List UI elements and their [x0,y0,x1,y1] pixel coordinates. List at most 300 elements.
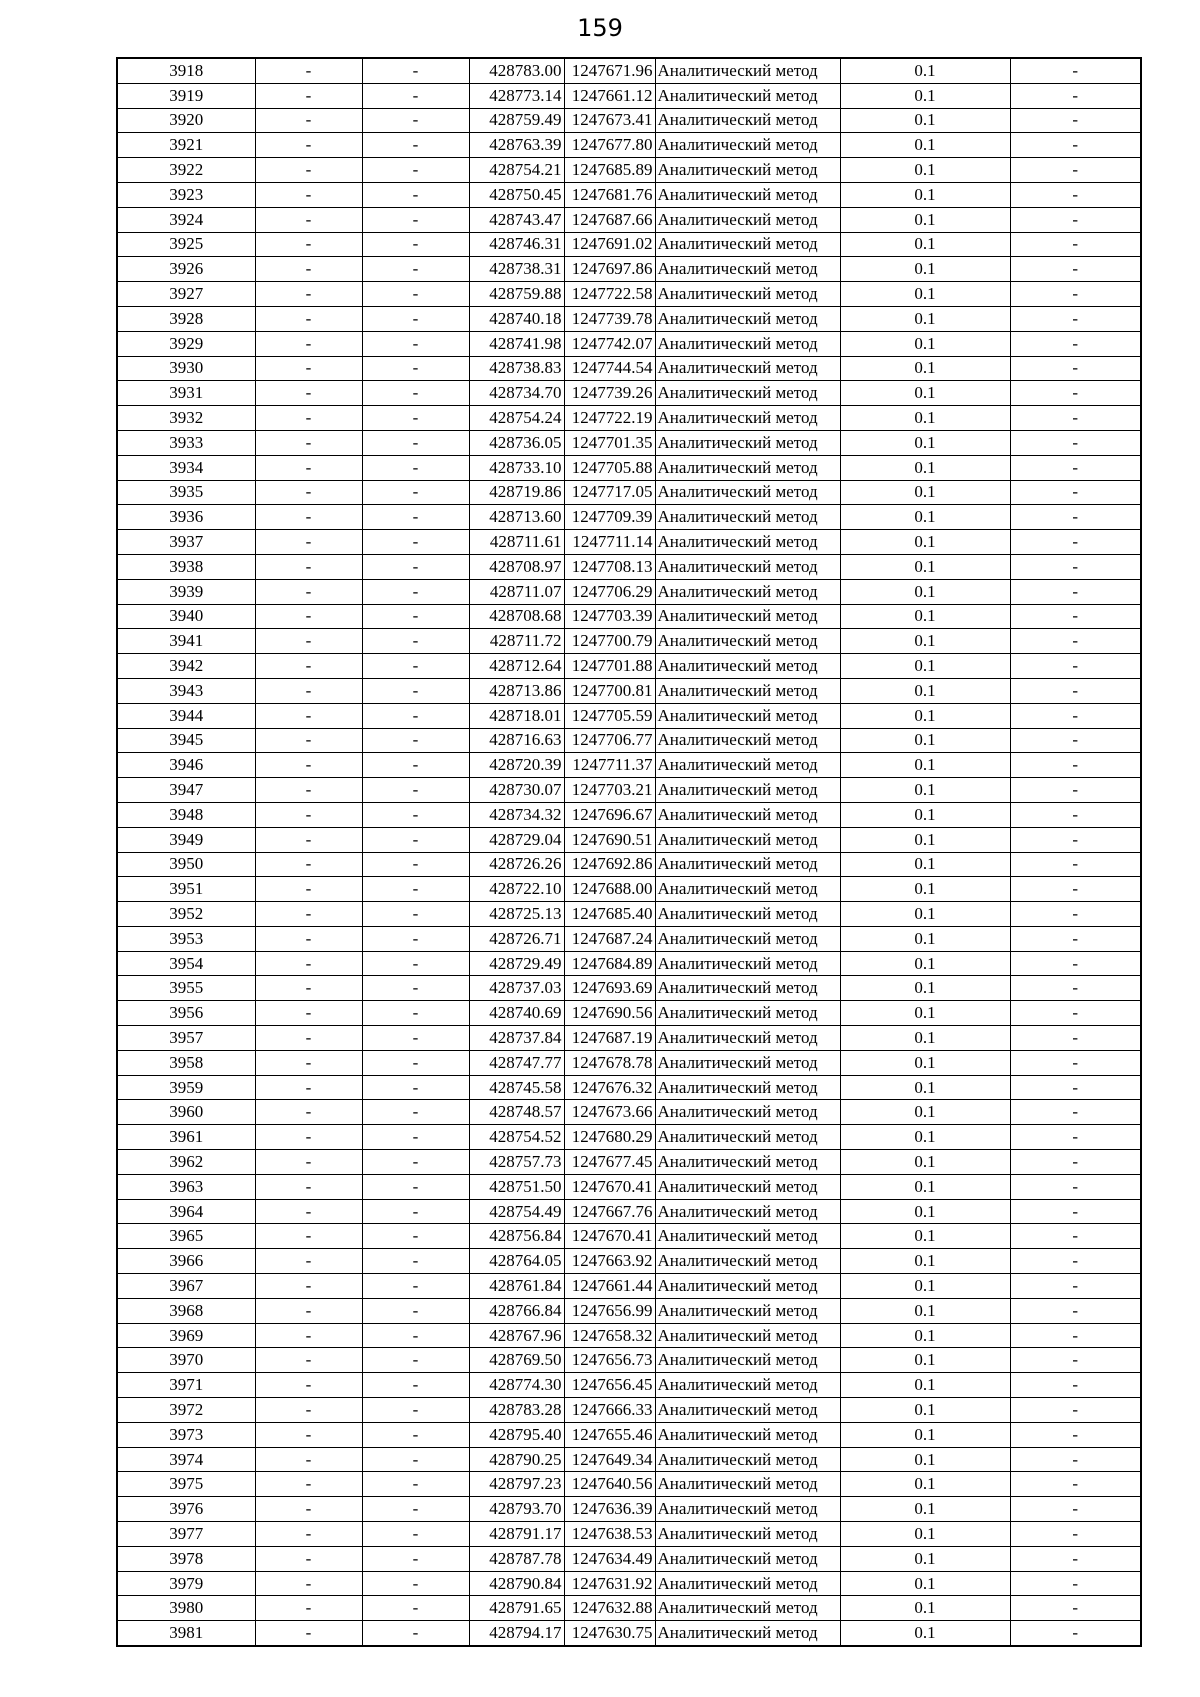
table-row [117,306,1141,331]
point-number-cell: 3969 [117,1323,255,1348]
y-coordinate-cell: 1247687.66 [564,207,655,232]
y-coordinate-cell: 1247739.78 [564,306,655,331]
table-row [117,1174,1141,1199]
accuracy-cell: 0.1 [840,306,1010,331]
dash-cell-1: - [255,1150,362,1175]
x-coordinate-cell: 428769.50 [469,1348,564,1373]
dash-cell-2: - [362,604,469,629]
method-cell: Аналитический метод [655,554,840,579]
accuracy-cell: 0.1 [840,902,1010,927]
dash-cell-3: - [1010,232,1141,257]
dash-cell-1: - [255,629,362,654]
x-coordinate-cell: 428720.39 [469,753,564,778]
table-row [117,108,1141,133]
dash-cell-2: - [362,1422,469,1447]
point-number-cell: 3977 [117,1522,255,1547]
x-coordinate-cell: 428794.17 [469,1621,564,1646]
dash-cell-1: - [255,1323,362,1348]
table-row [117,232,1141,257]
dash-cell-3: - [1010,182,1141,207]
dash-cell-3: - [1010,282,1141,307]
method-cell: Аналитический метод [655,430,840,455]
y-coordinate-cell: 1247700.81 [564,678,655,703]
dash-cell-3: - [1010,430,1141,455]
x-coordinate-cell: 428791.65 [469,1596,564,1621]
dash-cell-2: - [362,1026,469,1051]
x-coordinate-cell: 428745.58 [469,1075,564,1100]
table-row [117,1373,1141,1398]
table-row [117,58,1141,83]
x-coordinate-cell: 428763.39 [469,133,564,158]
dash-cell-2: - [362,58,469,83]
accuracy-cell: 0.1 [840,505,1010,530]
y-coordinate-cell: 1247739.26 [564,381,655,406]
accuracy-cell: 0.1 [840,1571,1010,1596]
dash-cell-2: - [362,778,469,803]
dash-cell-1: - [255,207,362,232]
x-coordinate-cell: 428756.84 [469,1224,564,1249]
point-number-cell: 3929 [117,331,255,356]
y-coordinate-cell: 1247681.76 [564,182,655,207]
point-number-cell: 3970 [117,1348,255,1373]
table-row [117,1224,1141,1249]
x-coordinate-cell: 428761.84 [469,1274,564,1299]
point-number-cell: 3952 [117,902,255,927]
point-number-cell: 3947 [117,778,255,803]
point-number-cell: 3931 [117,381,255,406]
point-number-cell: 3956 [117,1001,255,1026]
x-coordinate-cell: 428754.52 [469,1125,564,1150]
dash-cell-3: - [1010,1174,1141,1199]
x-coordinate-cell: 428726.71 [469,926,564,951]
method-cell: Аналитический метод [655,753,840,778]
point-number-cell: 3963 [117,1174,255,1199]
y-coordinate-cell: 1247700.79 [564,629,655,654]
x-coordinate-cell: 428759.49 [469,108,564,133]
x-coordinate-cell: 428754.24 [469,406,564,431]
method-cell: Аналитический метод [655,976,840,1001]
point-number-cell: 3971 [117,1373,255,1398]
dash-cell-2: - [362,951,469,976]
x-coordinate-cell: 428783.00 [469,58,564,83]
dash-cell-2: - [362,158,469,183]
x-coordinate-cell: 428764.05 [469,1249,564,1274]
dash-cell-1: - [255,703,362,728]
accuracy-cell: 0.1 [840,182,1010,207]
accuracy-cell: 0.1 [840,852,1010,877]
dash-cell-2: - [362,306,469,331]
table-row [117,753,1141,778]
accuracy-cell: 0.1 [840,1001,1010,1026]
accuracy-cell: 0.1 [840,356,1010,381]
table-row [117,1596,1141,1621]
point-number-cell: 3966 [117,1249,255,1274]
dash-cell-1: - [255,1050,362,1075]
dash-cell-1: - [255,257,362,282]
method-cell: Аналитический метод [655,877,840,902]
dash-cell-3: - [1010,902,1141,927]
dash-cell-2: - [362,554,469,579]
dash-cell-2: - [362,430,469,455]
y-coordinate-cell: 1247677.80 [564,133,655,158]
dash-cell-1: - [255,406,362,431]
dash-cell-2: - [362,827,469,852]
dash-cell-1: - [255,1224,362,1249]
point-number-cell: 3918 [117,58,255,83]
accuracy-cell: 0.1 [840,257,1010,282]
table-row [117,83,1141,108]
y-coordinate-cell: 1247656.99 [564,1298,655,1323]
dash-cell-2: - [362,1472,469,1497]
dash-cell-1: - [255,852,362,877]
accuracy-cell: 0.1 [840,926,1010,951]
accuracy-cell: 0.1 [840,1249,1010,1274]
accuracy-cell: 0.1 [840,1125,1010,1150]
dash-cell-3: - [1010,1422,1141,1447]
dash-cell-2: - [362,926,469,951]
point-number-cell: 3957 [117,1026,255,1051]
dash-cell-3: - [1010,951,1141,976]
method-cell: Аналитический метод [655,902,840,927]
point-number-cell: 3973 [117,1422,255,1447]
dash-cell-3: - [1010,827,1141,852]
dash-cell-1: - [255,282,362,307]
dash-cell-3: - [1010,133,1141,158]
table-row [117,406,1141,431]
point-number-cell: 3968 [117,1298,255,1323]
dash-cell-3: - [1010,703,1141,728]
point-number-cell: 3939 [117,579,255,604]
dash-cell-2: - [362,1621,469,1646]
method-cell: Аналитический метод [655,802,840,827]
point-number-cell: 3940 [117,604,255,629]
method-cell: Аналитический метод [655,827,840,852]
y-coordinate-cell: 1247636.39 [564,1497,655,1522]
x-coordinate-cell: 428751.50 [469,1174,564,1199]
dash-cell-1: - [255,306,362,331]
x-coordinate-cell: 428791.17 [469,1522,564,1547]
y-coordinate-cell: 1247685.40 [564,902,655,927]
method-cell: Аналитический метод [655,1075,840,1100]
dash-cell-3: - [1010,604,1141,629]
y-coordinate-cell: 1247691.02 [564,232,655,257]
dash-cell-1: - [255,58,362,83]
dash-cell-3: - [1010,1323,1141,1348]
point-number-cell: 3934 [117,455,255,480]
accuracy-cell: 0.1 [840,678,1010,703]
table-row [117,1249,1141,1274]
dash-cell-3: - [1010,976,1141,1001]
dash-cell-1: - [255,108,362,133]
x-coordinate-cell: 428759.88 [469,282,564,307]
table-row [117,430,1141,455]
y-coordinate-cell: 1247711.14 [564,530,655,555]
table-row [117,182,1141,207]
dash-cell-2: - [362,1447,469,1472]
dash-cell-1: - [255,976,362,1001]
dash-cell-1: - [255,877,362,902]
dash-cell-3: - [1010,505,1141,530]
dash-cell-1: - [255,331,362,356]
accuracy-cell: 0.1 [840,1274,1010,1299]
accuracy-cell: 0.1 [840,554,1010,579]
accuracy-cell: 0.1 [840,1621,1010,1646]
method-cell: Аналитический метод [655,1150,840,1175]
y-coordinate-cell: 1247656.73 [564,1348,655,1373]
dash-cell-1: - [255,1249,362,1274]
x-coordinate-cell: 428711.61 [469,530,564,555]
dash-cell-3: - [1010,1050,1141,1075]
y-coordinate-cell: 1247697.86 [564,257,655,282]
y-coordinate-cell: 1247649.34 [564,1447,655,1472]
point-number-cell: 3953 [117,926,255,951]
dash-cell-3: - [1010,83,1141,108]
accuracy-cell: 0.1 [840,1150,1010,1175]
dash-cell-3: - [1010,480,1141,505]
dash-cell-3: - [1010,554,1141,579]
x-coordinate-cell: 428734.70 [469,381,564,406]
y-coordinate-cell: 1247655.46 [564,1422,655,1447]
x-coordinate-cell: 428736.05 [469,430,564,455]
dash-cell-2: - [362,406,469,431]
method-cell: Аналитический метод [655,1621,840,1646]
accuracy-cell: 0.1 [840,1596,1010,1621]
table-row [117,1125,1141,1150]
dash-cell-2: - [362,356,469,381]
dash-cell-3: - [1010,306,1141,331]
dash-cell-2: - [362,902,469,927]
dash-cell-1: - [255,1571,362,1596]
table-row [117,976,1141,1001]
point-number-cell: 3936 [117,505,255,530]
table-row [117,629,1141,654]
x-coordinate-cell: 428766.84 [469,1298,564,1323]
dash-cell-3: - [1010,1348,1141,1373]
accuracy-cell: 0.1 [840,331,1010,356]
dash-cell-1: - [255,926,362,951]
method-cell: Аналитический метод [655,182,840,207]
point-number-cell: 3919 [117,83,255,108]
accuracy-cell: 0.1 [840,1472,1010,1497]
y-coordinate-cell: 1247742.07 [564,331,655,356]
method-cell: Аналитический метод [655,1050,840,1075]
y-coordinate-cell: 1247667.76 [564,1199,655,1224]
x-coordinate-cell: 428795.40 [469,1422,564,1447]
x-coordinate-cell: 428713.60 [469,505,564,530]
x-coordinate-cell: 428737.03 [469,976,564,1001]
x-coordinate-cell: 428787.78 [469,1546,564,1571]
accuracy-cell: 0.1 [840,604,1010,629]
table-row [117,257,1141,282]
x-coordinate-cell: 428712.64 [469,654,564,679]
dash-cell-2: - [362,629,469,654]
dash-cell-1: - [255,1075,362,1100]
dash-cell-3: - [1010,1373,1141,1398]
x-coordinate-cell: 428711.07 [469,579,564,604]
y-coordinate-cell: 1247638.53 [564,1522,655,1547]
point-number-cell: 3955 [117,976,255,1001]
x-coordinate-cell: 428729.49 [469,951,564,976]
point-number-cell: 3967 [117,1274,255,1299]
x-coordinate-cell: 428738.31 [469,257,564,282]
point-number-cell: 3943 [117,678,255,703]
table-row [117,827,1141,852]
x-coordinate-cell: 428713.86 [469,678,564,703]
accuracy-cell: 0.1 [840,1546,1010,1571]
dash-cell-1: - [255,778,362,803]
dash-cell-2: - [362,1522,469,1547]
dash-cell-2: - [362,108,469,133]
y-coordinate-cell: 1247670.41 [564,1224,655,1249]
y-coordinate-cell: 1247708.13 [564,554,655,579]
dash-cell-3: - [1010,852,1141,877]
accuracy-cell: 0.1 [840,1050,1010,1075]
point-number-cell: 3930 [117,356,255,381]
accuracy-cell: 0.1 [840,703,1010,728]
method-cell: Аналитический метод [655,505,840,530]
y-coordinate-cell: 1247678.78 [564,1050,655,1075]
point-number-cell: 3937 [117,530,255,555]
y-coordinate-cell: 1247690.51 [564,827,655,852]
dash-cell-2: - [362,1323,469,1348]
dash-cell-1: - [255,1125,362,1150]
method-cell: Аналитический метод [655,1472,840,1497]
dash-cell-3: - [1010,1150,1141,1175]
table-row [117,1026,1141,1051]
point-number-cell: 3951 [117,877,255,902]
x-coordinate-cell: 428708.97 [469,554,564,579]
accuracy-cell: 0.1 [840,58,1010,83]
dash-cell-2: - [362,1125,469,1150]
accuracy-cell: 0.1 [840,381,1010,406]
y-coordinate-cell: 1247693.69 [564,976,655,1001]
method-cell: Аналитический метод [655,1100,840,1125]
method-cell: Аналитический метод [655,604,840,629]
point-number-cell: 3941 [117,629,255,654]
accuracy-cell: 0.1 [840,530,1010,555]
table-row [117,331,1141,356]
dash-cell-3: - [1010,1522,1141,1547]
dash-cell-2: - [362,753,469,778]
x-coordinate-cell: 428790.25 [469,1447,564,1472]
y-coordinate-cell: 1247673.41 [564,108,655,133]
table-row [117,728,1141,753]
dash-cell-1: - [255,1199,362,1224]
accuracy-cell: 0.1 [840,951,1010,976]
point-number-cell: 3962 [117,1150,255,1175]
dash-cell-2: - [362,455,469,480]
x-coordinate-cell: 428797.23 [469,1472,564,1497]
method-cell: Аналитический метод [655,1001,840,1026]
method-cell: Аналитический метод [655,728,840,753]
x-coordinate-cell: 428740.69 [469,1001,564,1026]
y-coordinate-cell: 1247666.33 [564,1398,655,1423]
accuracy-cell: 0.1 [840,1298,1010,1323]
table-row [117,877,1141,902]
y-coordinate-cell: 1247673.66 [564,1100,655,1125]
point-number-cell: 3933 [117,430,255,455]
dash-cell-3: - [1010,1075,1141,1100]
method-cell: Аналитический метод [655,455,840,480]
x-coordinate-cell: 428754.21 [469,158,564,183]
table-row [117,381,1141,406]
table-row [117,1100,1141,1125]
x-coordinate-cell: 428737.84 [469,1026,564,1051]
table-row [117,1075,1141,1100]
method-cell: Аналитический метод [655,207,840,232]
method-cell: Аналитический метод [655,1398,840,1423]
x-coordinate-cell: 428750.45 [469,182,564,207]
table-row [117,1422,1141,1447]
y-coordinate-cell: 1247701.35 [564,430,655,455]
dash-cell-3: - [1010,629,1141,654]
y-coordinate-cell: 1247744.54 [564,356,655,381]
y-coordinate-cell: 1247671.96 [564,58,655,83]
dash-cell-2: - [362,976,469,1001]
dash-cell-1: - [255,83,362,108]
point-number-cell: 3949 [117,827,255,852]
accuracy-cell: 0.1 [840,207,1010,232]
accuracy-cell: 0.1 [840,282,1010,307]
coordinates-table [116,57,1142,1647]
point-number-cell: 3924 [117,207,255,232]
method-cell: Аналитический метод [655,1596,840,1621]
method-cell: Аналитический метод [655,83,840,108]
dash-cell-3: - [1010,1571,1141,1596]
dash-cell-2: - [362,1398,469,1423]
dash-cell-2: - [362,1373,469,1398]
point-number-cell: 3927 [117,282,255,307]
y-coordinate-cell: 1247717.05 [564,480,655,505]
page-number: 159 [577,14,623,42]
method-cell: Аналитический метод [655,480,840,505]
x-coordinate-cell: 428718.01 [469,703,564,728]
point-number-cell: 3959 [117,1075,255,1100]
point-number-cell: 3923 [117,182,255,207]
dash-cell-2: - [362,1001,469,1026]
method-cell: Аналитический метод [655,1298,840,1323]
accuracy-cell: 0.1 [840,1199,1010,1224]
table-row [117,654,1141,679]
dash-cell-2: - [362,852,469,877]
method-cell: Аналитический метод [655,356,840,381]
accuracy-cell: 0.1 [840,1100,1010,1125]
dash-cell-1: - [255,505,362,530]
dash-cell-1: - [255,1596,362,1621]
table-row [117,356,1141,381]
table-row [117,1546,1141,1571]
table-row [117,207,1141,232]
y-coordinate-cell: 1247677.45 [564,1150,655,1175]
accuracy-cell: 0.1 [840,1497,1010,1522]
dash-cell-1: - [255,827,362,852]
y-coordinate-cell: 1247701.88 [564,654,655,679]
method-cell: Аналитический метод [655,654,840,679]
dash-cell-3: - [1010,1224,1141,1249]
dash-cell-3: - [1010,58,1141,83]
x-coordinate-cell: 428743.47 [469,207,564,232]
dash-cell-2: - [362,579,469,604]
dash-cell-2: - [362,182,469,207]
y-coordinate-cell: 1247630.75 [564,1621,655,1646]
dash-cell-3: - [1010,381,1141,406]
y-coordinate-cell: 1247690.56 [564,1001,655,1026]
point-number-cell: 3948 [117,802,255,827]
dash-cell-1: - [255,381,362,406]
method-cell: Аналитический метод [655,1348,840,1373]
dash-cell-3: - [1010,753,1141,778]
point-number-cell: 3942 [117,654,255,679]
